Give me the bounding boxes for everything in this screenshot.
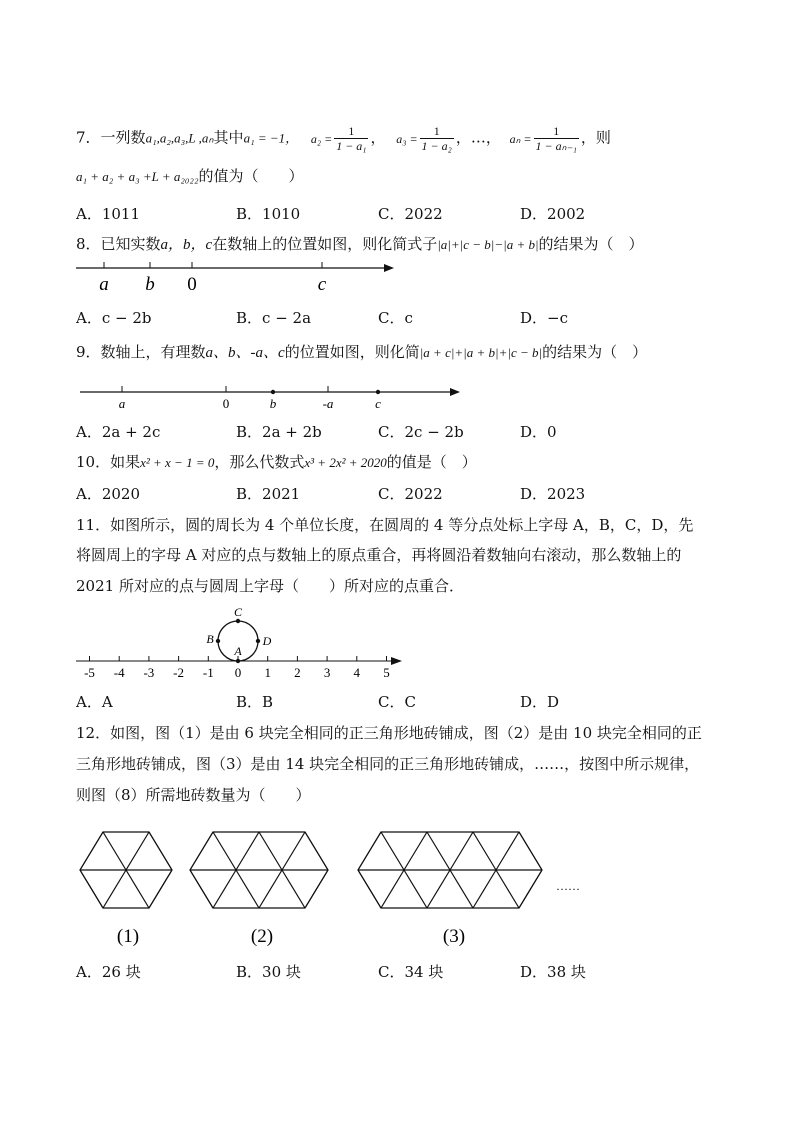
- q12-line1: 12．如图，图（1）是由 6 块完全相同的正三角形地砖铺成，图（2）是由 10 块完全相同的正: [76, 724, 702, 742]
- q12-fig-label-2: (2): [250, 926, 274, 947]
- tile-edge: [381, 832, 404, 870]
- circle-label-a: A: [234, 644, 242, 658]
- q11-tick-label: -3: [143, 665, 155, 680]
- circle-label-c: C: [233, 605, 243, 619]
- tile-edge: [126, 832, 149, 870]
- q8-option-d[interactable]: D．−c: [520, 309, 568, 327]
- tile-edge: [496, 870, 519, 908]
- q8-axis-label-c: c: [317, 274, 327, 295]
- q8-stem: 8．已知实数a，b，c在数轴上的位置如图，则化简式子|a|+|c − b|−|a + b|的结果为（ ）: [76, 235, 644, 253]
- q9-option-a[interactable]: A．2a + 2c: [76, 423, 161, 441]
- q11-option-b[interactable]: B．B: [236, 693, 274, 711]
- tile-edge: [103, 870, 126, 908]
- tile-edge: [282, 832, 305, 870]
- q8-axis-label-a: a: [99, 274, 109, 295]
- q7-fraction-a3: $\frac{1}{\text{1 − a₂}}$: [421, 124, 452, 153]
- tile-edge: [236, 870, 259, 908]
- q12-option-d[interactable]: D．38 块: [520, 963, 586, 981]
- q9-option-c[interactable]: C．2c − 2b: [378, 423, 464, 441]
- tile-edge: [404, 870, 427, 908]
- q12-option-a[interactable]: A．26 块: [76, 963, 141, 981]
- q12-ellipsis: ……: [556, 879, 580, 893]
- tile-edge: [473, 832, 496, 870]
- q12-option-b[interactable]: B．30 块: [236, 963, 301, 981]
- tile-edge: [80, 832, 103, 870]
- q12-tile-figures: [0, 818, 794, 958]
- q11-tick-label: -5: [84, 665, 95, 680]
- tile-edge: [236, 832, 259, 870]
- tile-edge: [80, 870, 103, 908]
- tile-edge: [103, 832, 126, 870]
- circle-label-d: D: [262, 634, 272, 648]
- tile-edge: [358, 870, 381, 908]
- tile-edge: [473, 870, 496, 908]
- tile-edge: [213, 832, 236, 870]
- tile-edge: [190, 870, 213, 908]
- q10-option-d[interactable]: D．2023: [520, 485, 586, 503]
- tile-edge: [381, 870, 404, 908]
- tile-edge: [149, 832, 172, 870]
- q8-axis-label-0: 0: [187, 274, 197, 295]
- q9-stem: 9．数轴上，有理数a、b、-a、c的位置如图，则化简|a + c|+|a + b|+|c − b|的结果为（ ）: [76, 343, 648, 361]
- q10-expression: x³ + 2x² + 2020: [304, 455, 387, 470]
- tile-edge: [305, 832, 328, 870]
- q11-option-a[interactable]: A．A: [76, 693, 113, 711]
- q7-sum-expression: a₁ + a₂ + a₃ +L + a₂₀₂₂: [76, 169, 199, 184]
- q11-line3: 2021 所对应的点与圆周上字母（ ）所对应的点重合．: [76, 577, 464, 595]
- tile-edge: [427, 832, 450, 870]
- tile-edge: [519, 832, 542, 870]
- q10-option-b[interactable]: B．2021: [236, 485, 301, 503]
- q7-number: 7．: [76, 128, 101, 147]
- q11-option-d[interactable]: D．D: [520, 693, 560, 711]
- q11-line2: 将圆周上的字母 A 对应的点与数轴上的原点重合，再将圆沿着数轴向右滚动，那么数轴上的: [76, 546, 682, 564]
- tile-edge: [358, 832, 381, 870]
- q9-expression: |a + c|+|a + b|+|c − b|: [419, 345, 543, 360]
- q11-tick-label: 2: [294, 665, 301, 680]
- q10-option-c[interactable]: C．2022: [378, 485, 443, 503]
- q12-fig-label-3: (3): [442, 926, 466, 947]
- q11-tick-label: -4: [113, 665, 125, 680]
- tile-edge: [305, 870, 328, 908]
- tile-edge: [450, 832, 473, 870]
- q7-option-c[interactable]: C．2022: [378, 205, 443, 223]
- q12-line3: 则图（8）所需地砖数量为（ ）: [76, 786, 311, 804]
- q7-line2: a₁ + a₂ + a₃ +L + a₂₀₂₂的值为（ ）: [76, 167, 304, 185]
- q7-option-a[interactable]: A．1011: [76, 205, 141, 223]
- q8-axis-label-b: b: [145, 274, 155, 295]
- q8-expression: |a|+|c − b|−|a + b|: [437, 237, 539, 252]
- tile-edge: [496, 832, 519, 870]
- tile-edge: [213, 870, 236, 908]
- q11-tick-label: 3: [323, 665, 331, 680]
- q9-axis-label-neg-a: -a: [322, 396, 334, 411]
- q12-fig-label-1: (1): [116, 926, 140, 947]
- q9-axis-label-b: b: [269, 396, 277, 411]
- q8-option-a[interactable]: A．c − 2b: [76, 309, 152, 327]
- tile-edge: [519, 870, 542, 908]
- tile-edge: [149, 870, 172, 908]
- q11-tick-label: -2: [173, 665, 185, 680]
- q11-tick-label: -1: [202, 665, 214, 680]
- q8-option-c[interactable]: C．c: [378, 309, 413, 327]
- q9-option-b[interactable]: B．2a + 2b: [236, 423, 322, 441]
- q12-line2: 三角形地砖铺成，图（3）是由 14 块完全相同的正三角形地砖铺成，……，按图中所示规律，: [76, 755, 700, 773]
- q11-number-line-figure: [70, 602, 410, 684]
- circle-label-b: B: [206, 632, 214, 646]
- q9-axis-label-a: a: [118, 396, 126, 411]
- q7-option-d[interactable]: D．2002: [520, 205, 586, 223]
- q11-tick-label: 0: [234, 665, 242, 680]
- q8-number-line: [70, 256, 400, 296]
- q9-axis-label-0: 0: [222, 396, 230, 411]
- q9-number-line: [70, 380, 470, 414]
- q8-option-b[interactable]: B．c − 2a: [236, 309, 312, 327]
- tile-edge: [126, 870, 149, 908]
- q9-axis-label-c: c: [375, 396, 381, 411]
- q11-line1: 11．如图所示，圆的周长为 4 个单位长度，在圆周的 4 等分点处标上字母 A，B，C，D，先: [76, 516, 694, 534]
- q7-fraction-an: $\frac{1}{\text{1 − aₙ₋₁}}$: [535, 124, 577, 153]
- q10-stem: 10．如果x² + x − 1 = 0，那么代数式x³ + 2x² + 2020的值是（ ）: [76, 453, 477, 471]
- q9-option-d[interactable]: D．0: [520, 423, 557, 441]
- q12-option-c[interactable]: C．34 块: [378, 963, 444, 981]
- tile-edge: [427, 870, 450, 908]
- tile-edge: [404, 832, 427, 870]
- tile-edge: [282, 870, 305, 908]
- q11-tick-label: 4: [353, 665, 361, 680]
- tile-edge: [450, 870, 473, 908]
- q11-tick-label: 1: [264, 665, 271, 680]
- tile-edge: [259, 832, 282, 870]
- q7-sequence: a₁,a₂,a₃,L ,aₙ: [145, 130, 214, 146]
- q7-fraction-a2: $\frac{1}{\text{1 − a₁}}$: [336, 124, 367, 153]
- tile-edge: [190, 832, 213, 870]
- q7-option-b[interactable]: B．1010: [236, 205, 301, 223]
- q11-tick-label: 5: [383, 665, 390, 680]
- q7-line1: 7．一列数a₁,a₂,a₃,L ,aₙ其中a₁ = −1， a₂ = $\frac{1}{\text{1 − a₁}}$ ， a₃ = $\frac{1}{\text{1 − a₂}}$ ，…， aₙ = $\frac{1}{\text{1 − aₙ₋₁}}$ ，则: [76, 124, 611, 153]
- q11-option-c[interactable]: C．C: [378, 693, 416, 711]
- q10-equation: x² + x − 1 = 0: [140, 455, 215, 470]
- q10-option-a[interactable]: A．2020: [76, 485, 141, 503]
- tile-edge: [259, 870, 282, 908]
